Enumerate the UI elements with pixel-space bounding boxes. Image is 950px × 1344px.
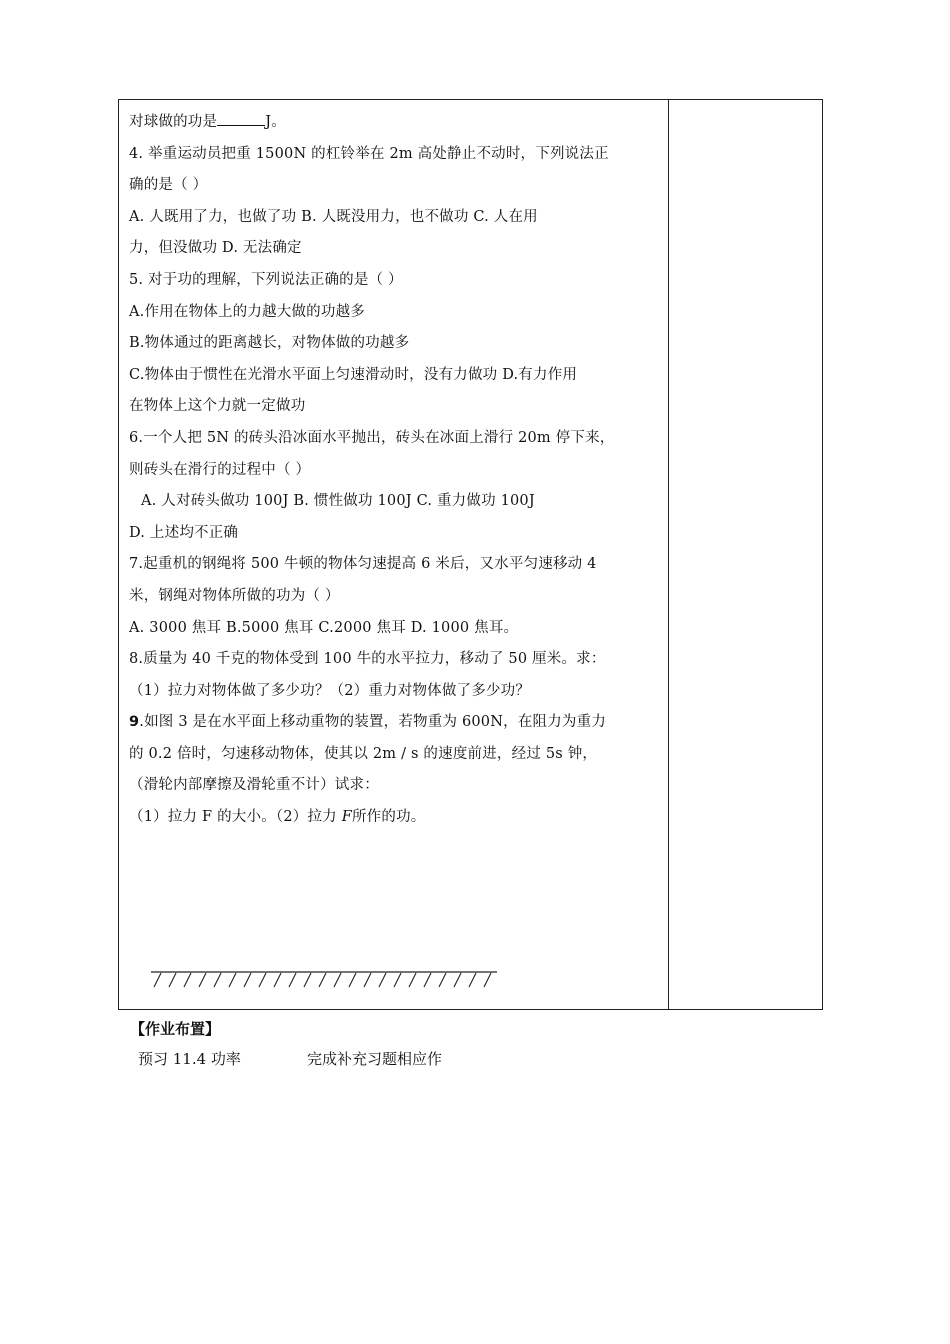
q4-line-1: 4. 举重运动员把重 1500N 的杠铃举在 2m 高处静止不动时，下列说法正 xyxy=(129,145,609,162)
q9-line-2: 的 0.2 倍时，匀速移动物体，使其以 2m / s 的速度前进，经过 5s 钟， xyxy=(129,745,598,762)
ground-hatch-figure xyxy=(149,968,499,992)
q5-option-d-cont: 在物体上这个力就一定做功 xyxy=(129,398,306,415)
q7-options: A. 3000 焦耳 B.5000 焦耳 C.2000 焦耳 D. 1000 焦耳。 xyxy=(129,619,519,636)
q5-option-a: A.作用在物体上的力越大做的功越多 xyxy=(129,303,365,320)
homework-heading: 【作业布置】 xyxy=(130,1020,221,1038)
q8-line-1: 8.质量为 40 千克的物体受到 100 牛的水平拉力，移动了 50 厘米。求： xyxy=(129,651,606,668)
q7-line-2: 米，钢绳对物体所做的功为（ ） xyxy=(129,587,340,604)
q6-option-d: D. 上述均不正确 xyxy=(129,524,239,541)
column-divider xyxy=(668,100,669,1009)
homework-item-exercises: 完成补充习题相应作 xyxy=(306,1050,442,1068)
q3-tail-line: 对球做的功是 J。 xyxy=(129,107,661,139)
q6-line-1: 6.一个人把 5N 的砖头沿冰面水平抛出，砖头在冰面上滑行 20m 停下来， xyxy=(129,429,615,446)
q4-line-2: 确的是（ ） xyxy=(129,177,208,194)
q4-options-line-2: 力，但没做功 D. 无法确定 xyxy=(129,240,302,257)
homework-item-preview: 预习 11.4 功率 xyxy=(138,1050,241,1068)
answer-blank xyxy=(217,111,265,126)
q5-option-b: B.物体通过的距离越长，对物体做的功越多 xyxy=(129,335,410,352)
q5-option-cd: C.物体由于惯性在光滑水平面上匀速滑动时，没有力做功 D.有力作用 xyxy=(129,366,578,383)
q6-options: A. 人对砖头做功 100J B. 惯性做功 100J C. 重力做功 100J xyxy=(141,493,535,510)
q5-stem: 5. 对于功的理解，下列说法正确的是（ ） xyxy=(129,271,403,288)
q9-line-3: （滑轮内部摩擦及滑轮重不计）试求： xyxy=(129,777,379,794)
question-table xyxy=(118,99,823,1010)
q4-options-line-1: A. 人既用了力，也做了功 B. 人既没用力，也不做功 C. 人在用 xyxy=(129,208,538,225)
q8-line-2: （1）拉力对物体做了多少功？（2）重力对物体做了多少功？ xyxy=(129,682,531,699)
q9-line-1: 9.如图 3 是在水平面上移动重物的装置，若物重为 600N，在阻力为重力 xyxy=(129,714,607,731)
homework-line xyxy=(138,1048,442,1069)
q7-line-1: 7.起重机的钢绳将 500 牛顿的物体匀速提高 6 米后，又水平匀速移动 4 xyxy=(129,556,597,573)
questions-cell xyxy=(129,107,661,834)
q6-line-2: 则砖头在滑行的过程中（ ） xyxy=(129,461,311,478)
q9-number: 9 xyxy=(129,714,140,731)
q9-line-4: （1）拉力 F 的大小。（2）拉力 F所作的功。 xyxy=(129,809,426,826)
